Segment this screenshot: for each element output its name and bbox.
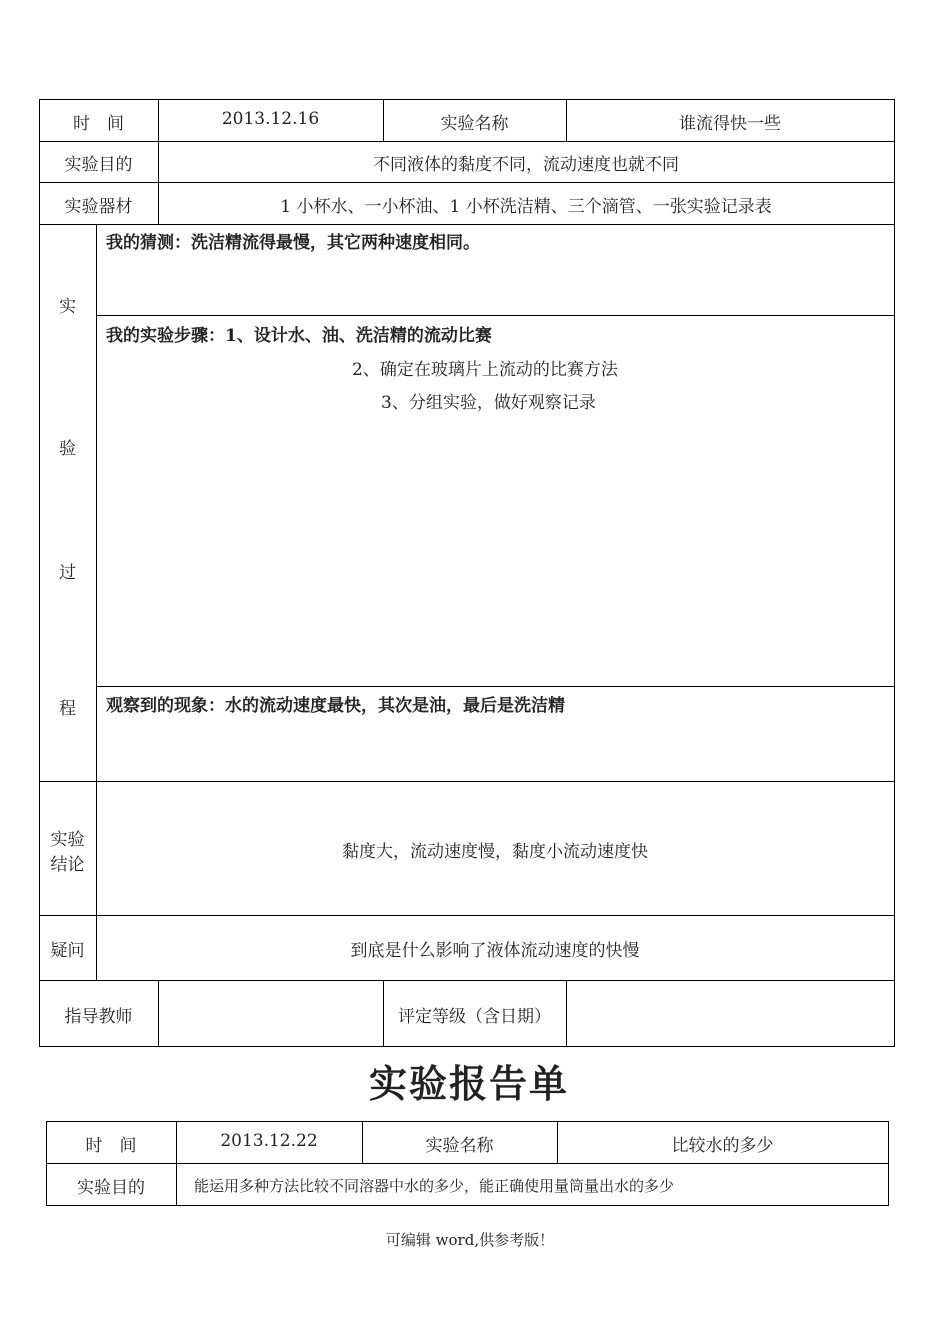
question-label: 疑问 [50, 941, 85, 961]
steps-title: 我的实验步骤：1、设计水、油、洗洁精的流动比赛 [106, 326, 492, 346]
time-value: 2013.12.16 [221, 109, 320, 129]
conclusion-value: 黏度大，流动速度慢，黏度小流动速度快 [342, 842, 648, 862]
experiment-name-value: 谁流得快一些 [679, 114, 781, 134]
process-label-char-4: 程 [59, 699, 76, 719]
conclusion-label-2: 结论 [50, 855, 85, 875]
page-footer: 可编辑 word,供参考版！ [385, 1231, 555, 1249]
guess-text: 我的猜测：洗洁精流得最慢，其它两种速度相同。 [106, 233, 480, 253]
process-label-char-1: 实 [59, 297, 76, 317]
step-3: 3、分组实验，做好观察记录 [381, 393, 596, 413]
question-value: 到底是什么影响了液体流动速度的快慢 [350, 941, 640, 961]
purpose-label-2: 实验目的 [77, 1178, 145, 1198]
experiment-name-label: 实验名称 [440, 114, 509, 134]
report-heading: 实验报告单 [368, 1061, 569, 1106]
grade-label: 评定等级（含日期） [398, 1007, 551, 1027]
equipment-label: 实验器材 [64, 197, 133, 217]
purpose-label: 实验目的 [64, 155, 133, 175]
experiment-name-value-2: 比较水的多少 [671, 1136, 774, 1156]
step-2: 2、确定在玻璃片上流动的比赛方法 [352, 360, 618, 380]
experiment-name-label-2: 实验名称 [425, 1136, 494, 1156]
purpose-value-2: 能运用多种方法比较不同溶器中水的多少，能正确使用量筒量出水的多少 [194, 1177, 675, 1195]
equipment-value: 1 小杯水、一小杯油、1 小杯洗洁精、三个滴管、一张实验记录表 [280, 197, 772, 217]
time-value-2: 2013.12.22 [220, 1131, 318, 1151]
teacher-label: 指导教师 [64, 1007, 133, 1027]
observation-text: 观察到的现象：水的流动速度最快，其次是油，最后是洗洁精 [106, 696, 565, 716]
process-label-char-3: 过 [59, 563, 76, 583]
purpose-value: 不同液体的黏度不同，流动速度也就不同 [373, 155, 679, 175]
time-label-2: 时 间 [85, 1136, 137, 1156]
time-label: 时 间 [73, 114, 124, 134]
process-label-char-2: 验 [59, 439, 76, 459]
conclusion-label-1: 实验 [50, 830, 85, 850]
